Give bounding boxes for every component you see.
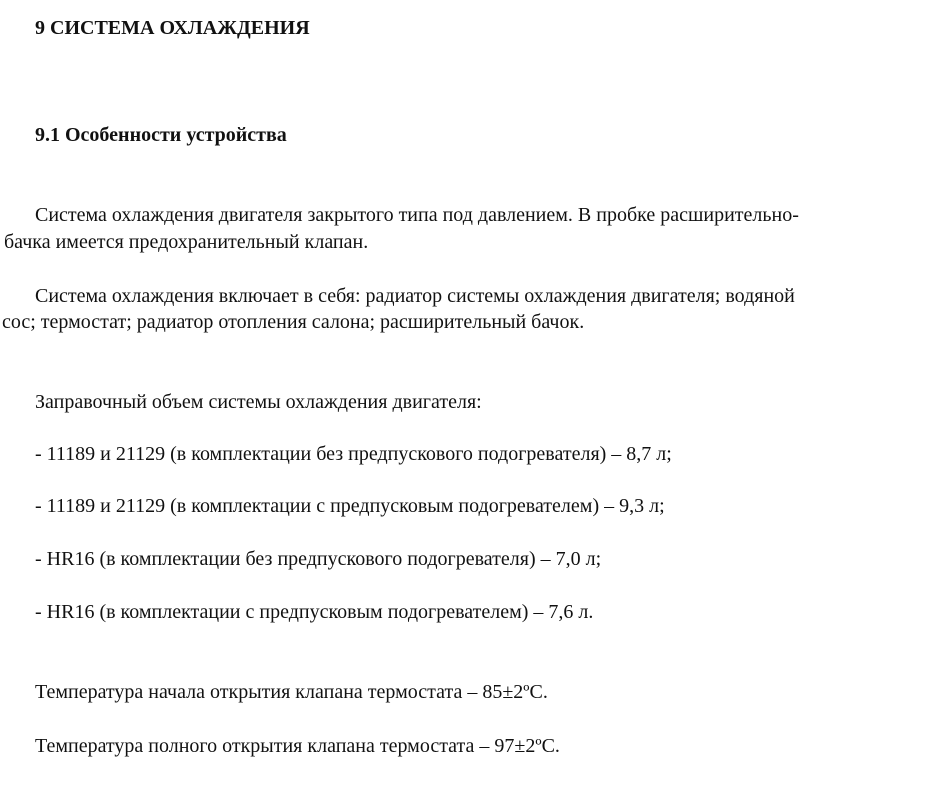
thermostat-full-temp: Температура полного открытия клапана термостата – 97±2ºС. xyxy=(35,735,560,757)
fill-volume-intro: Заправочный объем системы охлаждения двигателя: xyxy=(35,391,482,413)
section-title: 9.1 Особенности устройства xyxy=(35,124,287,146)
paragraph-line: Система охлаждения двигателя закрытого типа под давлением. В пробке расширительно- xyxy=(35,204,799,226)
fill-volume-item: - HR16 (в комплектации без предпускового подогревателя) – 7,0 л; xyxy=(35,548,602,570)
fill-volume-item: - 11189 и 21129 (в комплектации с предпусковым подогревателем) – 9,3 л; xyxy=(35,495,665,517)
chapter-title: 9 СИСТЕМА ОХЛАЖДЕНИЯ xyxy=(35,17,310,39)
paragraph-line: бачка имеется предохранительный клапан. xyxy=(4,231,369,253)
fill-volume-item: - HR16 (в комплектации с предпусковым подогревателем) – 7,6 л. xyxy=(35,601,594,623)
fill-volume-item: - 11189 и 21129 (в комплектации без предпускового подогревателя) – 8,7 л; xyxy=(35,443,672,465)
paragraph-line: Система охлаждения включает в себя: радиатор системы охлаждения двигателя; водяной xyxy=(35,285,795,307)
thermostat-start-temp: Температура начала открытия клапана термостата – 85±2ºС. xyxy=(35,681,548,703)
paragraph-line: сос; термостат; радиатор отопления салона; расширительный бачок. xyxy=(2,311,585,333)
